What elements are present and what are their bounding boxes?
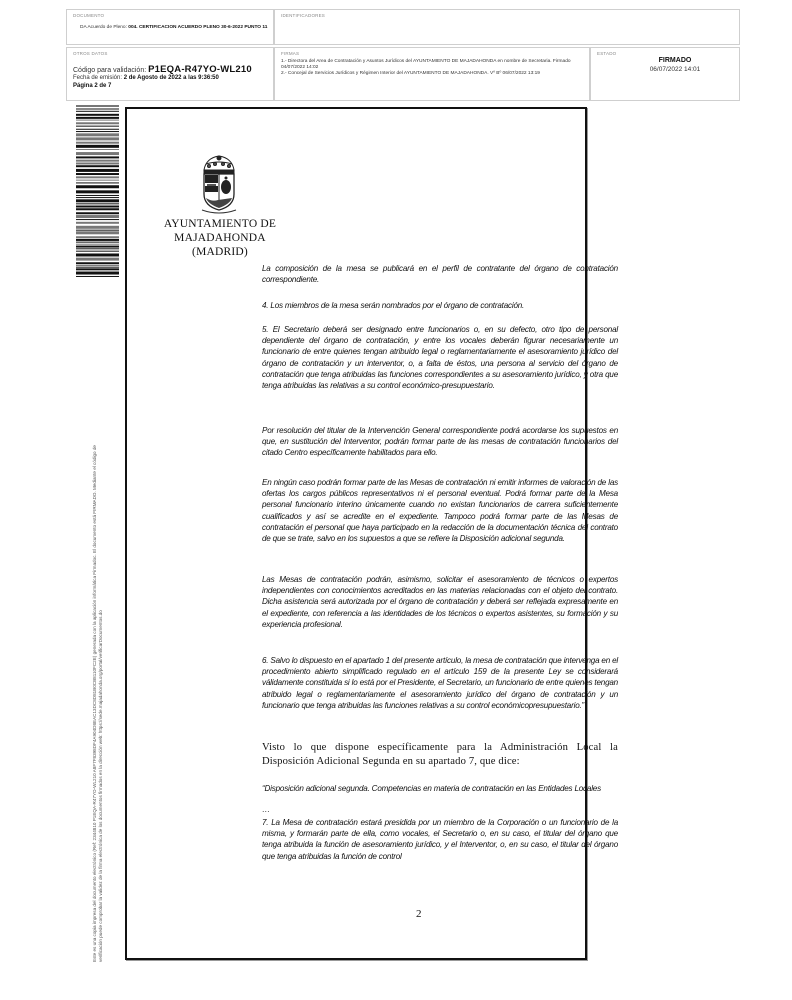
barcode-bar: [76, 173, 119, 175]
barcode-bar: [76, 212, 119, 214]
paragraph-7: 6. Salvo lo dispuesto en el apartado 1 del presente artículo, la mesa de contratación que intervenga en el procedimiento abierto simplificado regulado en el artículo 159 de la presente Ley se considerará válidamente constituida si lo está por el Presidente, el Secretario, un funcionario de entre quienes tengan atribuido legal o reglamentariamente el asesoramiento jurídico del órgano de contratación y un funcionario que tenga atribuidas las funciones relativas a su control económicopresupuestario.”: [262, 656, 618, 710]
issue-date-label: Fecha de emisión:: [73, 75, 124, 81]
barcode-bar: [76, 231, 119, 234]
signature-line-1: 1.- Directora del Area de Contratación y Asuntos Jurídicos del AYUNTAMIENTO DE MAJADAHONDA en nombre de Secretaria. Firmado 04/07/2022 14:02: [281, 59, 571, 70]
barcode-bar: [76, 208, 119, 210]
identificadores-box: [274, 9, 740, 45]
paragraph-9: “Disposición adicional segunda. Competencias en materia de contratación en las Entidades Locales: [262, 784, 601, 793]
barcode-bar: [76, 226, 119, 229]
documento-label: DOCUMENTO: [73, 13, 105, 18]
barcode-bar: [76, 267, 119, 268]
validation-code: P1EQA-R47YO-WL210: [148, 64, 252, 75]
status-badge: FIRMADO: [658, 57, 692, 64]
barcode-bar: [76, 133, 119, 136]
barcode-bar: [76, 248, 119, 249]
barcode-bar: [76, 152, 119, 155]
barcode-bar: [76, 142, 119, 144]
barcode-bar: [76, 239, 119, 241]
barcode: [76, 105, 119, 280]
barcode-bar: [76, 180, 119, 181]
coat-of-arms-logo: [196, 154, 242, 216]
barcode-bar: [76, 165, 119, 167]
otros-datos-label: OTROS DATOS: [73, 51, 108, 56]
barcode-bar: [76, 262, 119, 264]
identificadores-label: IDENTIFICADORES: [281, 13, 326, 18]
firmas-box: [274, 47, 590, 101]
barcode-bar: [76, 253, 119, 256]
verification-side-note: [92, 445, 104, 962]
paragraph-8: Visto lo que dispone específicamente para la Administración Local la Disposición Adicional Segunda en su apartado 7, que dice:: [262, 742, 618, 767]
barcode-bar: [76, 236, 119, 238]
estado-box: [590, 47, 740, 101]
barcode-bar: [76, 199, 119, 202]
barcode-bar: [76, 129, 119, 130]
page-indicator: Página 2 de 7: [73, 83, 112, 89]
barcode-bar: [76, 268, 119, 270]
barcode-bar: [76, 137, 119, 140]
letterhead-line-1: AYUNTAMIENTO DE: [163, 218, 277, 230]
paragraph-4: Por resolución del titular de la Intervención General correspondiente podrá acordarse los supuestos en que, en sustitución del Interventor, podrán formar parte de las mesas de contratación funcionarios del citado Centro específicamente habilitados para ello.: [262, 426, 618, 458]
paragraph-2: 4. Los miembros de la mesa serán nombrados por el órgano de contratación.: [262, 301, 525, 310]
letterhead-line-3: (MADRID): [192, 246, 248, 258]
barcode-bar: [76, 195, 119, 196]
barcode-bar: [76, 156, 119, 158]
paragraph-5: En ningún caso podrán formar parte de las Mesas de contratación ni emitir informes de valoración de las ofertas los cargos públicos representativos ni el personal eventual. Podrá formar parte de la Mesa personal funcionario interino únicamente cuando no existan funcionarios de carrera suficientemente cualificados y así se acredite en el expediente. Tampoco podrá formar parte de las Mesas de contratación el personal que haya participado en la redacción de la documentación técnica del contrato de que se trate, salvo en los supuestos a que se refiere la Disposición adicional segunda.: [262, 478, 618, 544]
paragraph-1: La composición de la mesa se publicará en el perfil de contratante del órgano de contratación correspondiente.: [262, 264, 618, 285]
barcode-bar: [76, 242, 119, 243]
barcode-bar: [76, 160, 119, 162]
barcode-bar: [76, 117, 119, 119]
documento-prefix: DA Acuerdo de Pleno:: [80, 25, 129, 30]
barcode-bar: [76, 203, 119, 204]
documento-title: 004. CERTIFICACION ACUERDO PLENO 30-6-2022 PUNTO 11: [128, 25, 268, 30]
barcode-bar: [76, 105, 119, 107]
barcode-bar: [76, 162, 119, 164]
barcode-bar: [76, 265, 119, 266]
barcode-bar: [76, 185, 119, 188]
barcode-bar: [76, 206, 119, 208]
validation-code-label: Código para validación:: [73, 67, 149, 74]
barcode-bar: [76, 169, 119, 172]
validation-code-row: [73, 64, 252, 75]
barcode-bar: [76, 182, 119, 183]
issue-date: 2 de Agosto de 2022 a las 9:36:50: [123, 75, 219, 81]
estado-label: ESTADO: [597, 51, 617, 56]
barcode-bar: [76, 258, 119, 261]
side-note-line-1: Este es una copia impresa del documento electrónico (Ref: 2344810 P1EQA-R47YO-WL210 A8F7F8398DF4A904D8EAC13DC8D81B0CB8110FC2E) generada con la aplicación informática Firmadoc. El documento está FIRMADO. Mediante el código de: [92, 445, 97, 962]
page-number: 2: [416, 908, 422, 920]
status-date: 06/07/2022 14:01: [649, 66, 701, 73]
paragraph-6: Las Mesas de contratación podrán, asimismo, solicitar el asesoramiento de técnicos o expertos independientes con conocimientos acreditados en las materias relacionadas con el objeto del contrato. Dicha asistencia será autorizada por el órgano de contratación y deberá ser reflejada expresamente en el expediente, con referencia a las identidades de los técnicos o expertos asistentes, su formación y su experiencia profesional.: [262, 575, 618, 629]
barcode-bar: [76, 230, 119, 231]
barcode-bar: [76, 122, 119, 124]
barcode-bar: [76, 272, 119, 275]
barcode-bar: [76, 176, 119, 178]
barcode-bar: [76, 222, 119, 224]
barcode-bar: [76, 131, 119, 132]
firmas-label: FIRMAS: [281, 51, 300, 56]
barcode-bar: [76, 111, 119, 112]
barcode-bar: [76, 276, 119, 277]
letterhead-line-2: MAJADAHONDA: [174, 232, 266, 244]
barcode-bar: [76, 145, 119, 148]
side-note-line-2: verificación puede comprobar la validez de la firma electrónica de los documentos firmados en la dirección web: https://sede.majadahonda.org/portal/verificarDocumentos.do: [98, 610, 103, 962]
barcode-bar: [76, 114, 119, 116]
ellipsis: …: [262, 805, 270, 814]
paragraph-10: 7. La Mesa de contratación estará presidida por un miembro de la Corporación o un funcionario de la misma, y formarán parte de ella, como vocales, el Secretario o, en su caso, el titular del órgano que tenga atribuida la función de asesoramiento jurídico, y el Interventor, o, en su caso, el titular del órgano que tenga atribuidas la función de control: [262, 818, 618, 861]
barcode-bar: [76, 197, 119, 198]
barcode-bar: [76, 251, 119, 252]
barcode-bar: [76, 246, 119, 248]
barcode-bar: [76, 244, 119, 245]
barcode-bar: [76, 190, 119, 193]
barcode-bar: [76, 126, 119, 127]
signature-line-2: 2.- Concejal de Servicios Jurídicos y Régimen Interior del AYUNTAMIENTO DE MAJADAHONDA. Vº Bº 06/07/2022 13:19: [281, 71, 540, 76]
otros-datos-box: [66, 47, 274, 101]
barcode-bar: [76, 219, 119, 220]
barcode-bar: [76, 120, 119, 121]
documento-text: [80, 25, 270, 31]
barcode-bar: [76, 215, 119, 218]
barcode-bar: [76, 108, 119, 109]
barcode-bar: [76, 149, 119, 150]
issue-date-row: [73, 75, 219, 81]
paragraph-3: 5. El Secretario deberá ser designado entre funcionarios o, en su defecto, otro tipo de personal dependiente del órgano de contratación, y entre los vocales deberán figurar necesariamente un funcionario de entre quienes tengan atribuido legal o reglamentariamente el asesoramiento jurídico del órgano de contratación y un interventor, o, a falta de éstos, una persona al servicio del órgano de contratación que tenga atribuidas las funciones correspondientes a su asesoramiento jurídico, y otra que tenga atribuidas las relativas a su control económico-presupuestario.: [262, 325, 618, 391]
documento-box: [66, 9, 274, 45]
